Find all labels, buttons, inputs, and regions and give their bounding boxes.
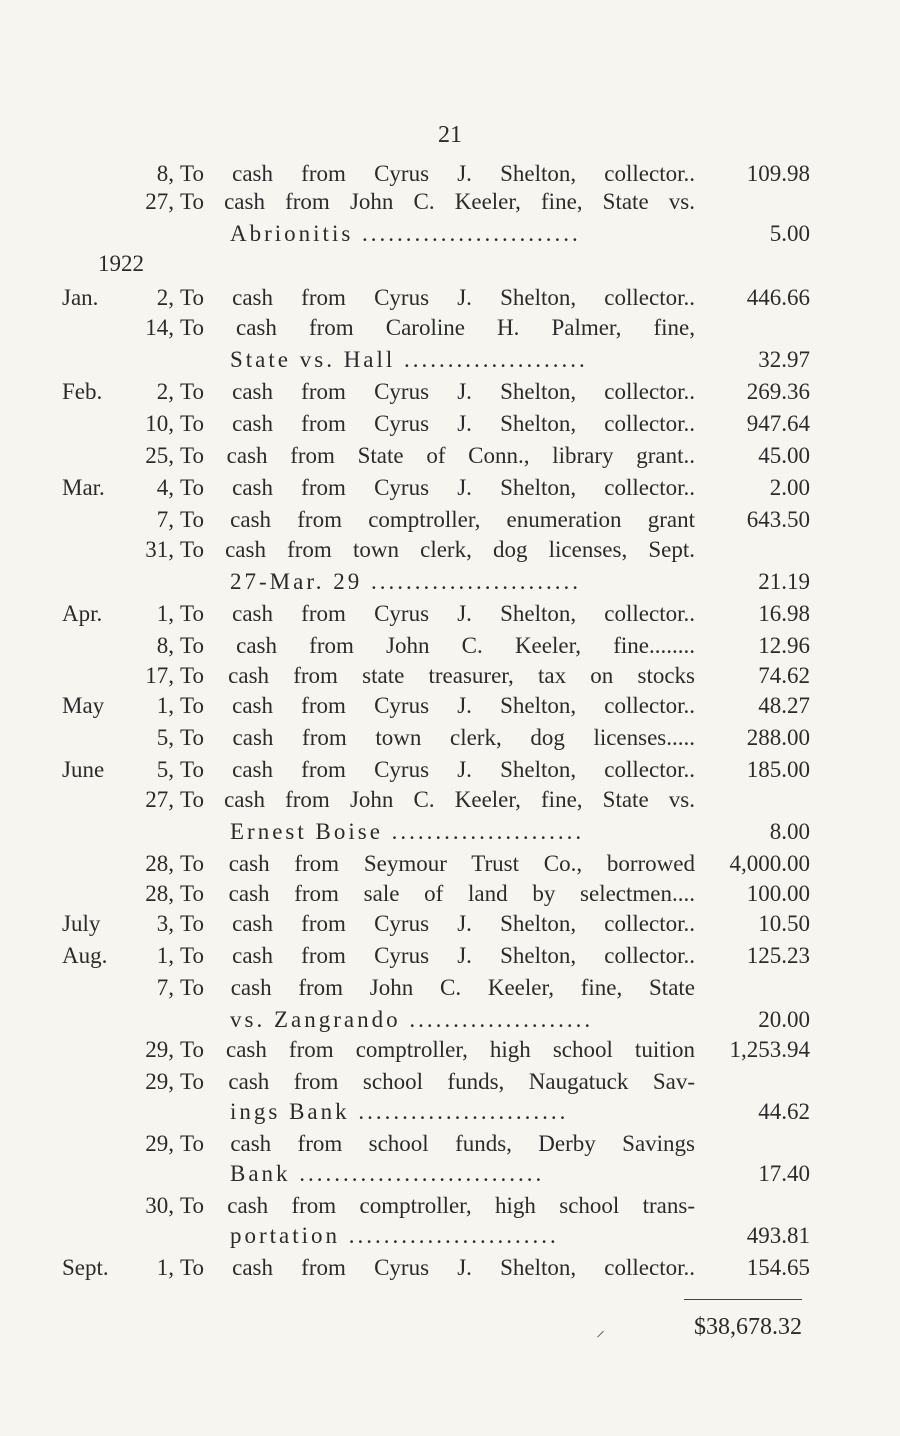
entry-day: 1,	[156, 943, 174, 968]
entry-amount: 109.98	[746, 161, 810, 186]
ledger-line	[0, 940, 900, 972]
ledger-line	[0, 282, 900, 314]
entry-day: 2,	[156, 285, 174, 310]
ledger-line	[0, 408, 900, 440]
entry-amount: 493.81	[746, 1223, 810, 1248]
entry-description: To cash from school funds, Naugatuck Sav-	[180, 1069, 695, 1094]
entry-day: 27,	[145, 787, 174, 812]
ledger-line	[0, 1066, 900, 1098]
entry-day: 25,	[145, 443, 174, 468]
entry-description: To cash from comptroller, high school tuition	[180, 1037, 695, 1062]
ledger-line	[0, 504, 900, 536]
entry-description: To cash from Caroline H. Palmer, fine,	[180, 315, 695, 340]
entry-description: To cash from town clerk, dog licenses.....	[180, 725, 695, 750]
ledger-line	[0, 784, 900, 816]
entry-day: 29,	[145, 1131, 174, 1156]
entry-day: 10,	[145, 411, 174, 436]
entry-day: 2,	[156, 379, 174, 404]
entry-month: Apr.	[62, 601, 103, 626]
entry-description: To cash from Cyrus J. Shelton, collector..	[180, 161, 695, 186]
entry-description: To cash from Seymour Trust Co., borrowed	[180, 851, 695, 876]
ledger-line	[0, 218, 900, 250]
ledger-line	[0, 630, 900, 662]
ledger-line	[0, 690, 900, 722]
entry-amount: 12.96	[758, 633, 810, 658]
entry-day: 7,	[156, 975, 174, 1000]
entry-day: 8,	[156, 633, 174, 658]
entry-day: 1,	[156, 1255, 174, 1280]
entry-amount: 185.00	[746, 757, 810, 782]
entry-amount: 288.00	[746, 725, 810, 750]
ledger-line	[0, 722, 900, 754]
ledger-line	[0, 534, 900, 566]
ledger-line	[0, 816, 900, 848]
entry-description: To cash from town clerk, dog licenses, Sept.	[180, 537, 695, 562]
entry-day: 31,	[145, 537, 174, 562]
entry-description: To cash from Cyrus J. Shelton, collector..	[180, 411, 695, 436]
entry-amount: 1,253.94	[729, 1037, 810, 1062]
entry-description: To cash from state treasurer, tax on stocks	[180, 663, 695, 688]
entry-day: 28,	[145, 851, 174, 876]
entry-day: 1,	[156, 693, 174, 718]
entry-description: 27-Mar. 29 ........................	[230, 569, 581, 594]
entry-amount: 16.98	[758, 601, 810, 626]
entry-amount: 21.19	[758, 569, 810, 594]
ledger-line	[0, 376, 900, 408]
entry-description: Abrionitis .........................	[230, 221, 581, 246]
ledger-line	[0, 1158, 900, 1190]
ledger-line	[0, 344, 900, 376]
entry-amount: 125.23	[746, 943, 810, 968]
entry-month: June	[62, 757, 105, 782]
ledger-line	[0, 566, 900, 598]
entry-amount: 269.36	[746, 379, 810, 404]
entry-day: 27,	[145, 189, 174, 214]
entry-description: To cash from Cyrus J. Shelton, collector..	[180, 285, 695, 310]
entry-day: 14,	[145, 315, 174, 340]
ledger-line	[0, 1190, 900, 1222]
total-rule	[684, 1299, 802, 1300]
entry-description: vs. Zangrando .....................	[230, 1007, 594, 1032]
entry-description: To cash from comptroller, high school trans-	[180, 1193, 695, 1218]
ledger-line	[0, 1128, 900, 1160]
entry-description: To cash from State of Conn., library grant..	[180, 443, 695, 468]
ledger-line	[0, 472, 900, 504]
entry-day: 8,	[156, 161, 174, 186]
entry-description: To cash from sale of land by selectmen....	[180, 881, 695, 906]
ledger-line	[0, 660, 900, 692]
year-heading-text: 1922	[98, 251, 144, 276]
entry-day: 30,	[145, 1193, 174, 1218]
entry-month: Aug.	[62, 943, 108, 968]
entry-day: 5,	[156, 725, 174, 750]
ledger-line	[0, 1096, 900, 1128]
entry-amount: 643.50	[746, 507, 810, 532]
ledger-line	[0, 1252, 900, 1284]
ledger-line	[0, 848, 900, 880]
ledger-line	[0, 1220, 900, 1252]
entry-amount: 17.40	[758, 1161, 810, 1186]
entry-day: 7,	[156, 507, 174, 532]
entry-description: To cash from school funds, Derby Savings	[180, 1131, 695, 1156]
entry-day: 4,	[156, 475, 174, 500]
year-heading	[0, 248, 900, 280]
ledger-line	[0, 908, 900, 940]
entry-amount: 100.00	[746, 881, 810, 906]
entry-description: portation ........................	[230, 1223, 559, 1248]
entry-description: To cash from Cyrus J. Shelton, collector..	[180, 943, 695, 968]
entry-amount: 446.66	[746, 285, 810, 310]
entry-description: State vs. Hall .....................	[230, 347, 588, 372]
entry-description: ings Bank ........................	[230, 1099, 569, 1124]
entry-day: 3,	[156, 911, 174, 936]
entry-month: Mar.	[62, 475, 105, 500]
entry-amount: 4,000.00	[729, 851, 810, 876]
ledger-line	[0, 754, 900, 786]
entry-day: 29,	[145, 1037, 174, 1062]
ledger-line	[0, 1004, 900, 1036]
entry-amount: 947.64	[746, 411, 810, 436]
entry-amount: 20.00	[758, 1007, 810, 1032]
entry-description: To cash from John C. Keeler, fine, State	[180, 975, 695, 1000]
entry-amount: 10.50	[758, 911, 810, 936]
entry-month: Sept.	[62, 1255, 109, 1280]
entry-month: May	[62, 693, 105, 718]
ledger-line	[0, 598, 900, 630]
entry-amount: 44.62	[758, 1099, 810, 1124]
entry-description: To cash from Cyrus J. Shelton, collector..	[180, 379, 695, 404]
ink-speck: ⸝	[596, 1320, 605, 1340]
ledger-line	[0, 878, 900, 910]
entry-day: 1,	[156, 601, 174, 626]
entry-day: 17,	[145, 663, 174, 688]
entry-description: To cash from Cyrus J. Shelton, collector..	[180, 601, 695, 626]
entry-description: To cash from Cyrus J. Shelton, collector..	[180, 693, 695, 718]
entry-description: To cash from Cyrus J. Shelton, collector..	[180, 911, 695, 936]
ledger-line	[0, 440, 900, 472]
entry-amount: 2.00	[769, 475, 810, 500]
entry-description: To cash from comptroller, enumeration grant	[180, 507, 695, 532]
entry-month: Feb.	[62, 379, 103, 404]
entry-description: To cash from John C. Keeler, fine, State vs.	[180, 787, 695, 812]
entry-month: Jan.	[62, 285, 99, 310]
entry-description: To cash from John C. Keeler, fine, State vs.	[180, 189, 695, 214]
entry-day: 28,	[145, 881, 174, 906]
ledger-line	[0, 972, 900, 1004]
ledger-line	[0, 186, 900, 218]
entry-day: 29,	[145, 1069, 174, 1094]
entry-amount: 45.00	[758, 443, 810, 468]
entry-amount: 74.62	[758, 663, 810, 688]
entry-description: To cash from John C. Keeler, fine........	[180, 633, 695, 658]
entry-day: 5,	[156, 757, 174, 782]
entry-amount: 5.00	[769, 221, 810, 246]
entry-description: Ernest Boise ......................	[230, 819, 585, 844]
page-number: 21	[438, 122, 462, 148]
entry-description: To cash from Cyrus J. Shelton, collector..	[180, 475, 695, 500]
entry-description: To cash from Cyrus J. Shelton, collector..	[180, 757, 695, 782]
grand-total: $38,678.32	[694, 1314, 802, 1340]
ledger-line	[0, 1034, 900, 1066]
entry-month: July	[62, 911, 101, 936]
entry-amount: 32.97	[758, 347, 810, 372]
entry-amount: 154.65	[746, 1255, 810, 1280]
entry-description: To cash from Cyrus J. Shelton, collector..	[180, 1255, 695, 1280]
entry-amount: 48.27	[758, 693, 810, 718]
ledger-line	[0, 312, 900, 344]
entry-amount: 8.00	[769, 819, 810, 844]
entry-description: Bank ............................	[230, 1161, 545, 1186]
